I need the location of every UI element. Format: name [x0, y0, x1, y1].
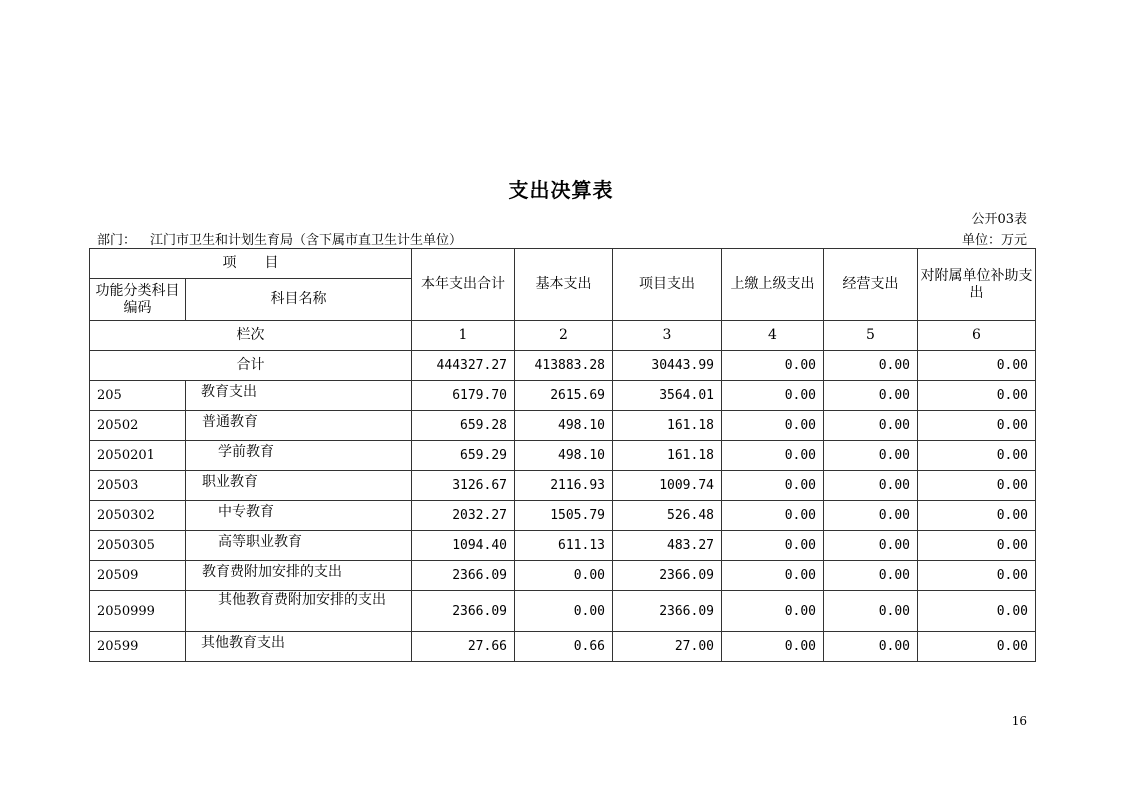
row-value: 0.00: [824, 441, 918, 471]
row-value: 0.00: [824, 531, 918, 561]
table-row: [90, 632, 1036, 662]
row-index-num: 6: [918, 321, 1036, 351]
row-value: 0.00: [918, 531, 1036, 561]
row-name: 普通教育: [186, 411, 412, 441]
row-code: 20599: [90, 632, 186, 662]
row-value: 659.29: [412, 441, 515, 471]
row-value: 0.00: [918, 381, 1036, 411]
department-line: [97, 229, 462, 248]
row-code: 205: [90, 381, 186, 411]
table-row: [90, 591, 1036, 632]
row-value: 2366.09: [412, 561, 515, 591]
row-value: 0.00: [918, 591, 1036, 632]
table-row: [90, 561, 1036, 591]
total-value: 0.00: [918, 351, 1036, 381]
row-value: 0.66: [515, 632, 613, 662]
row-value: 2032.27: [412, 501, 515, 531]
row-value: 6179.70: [412, 381, 515, 411]
row-index-num: 1: [412, 321, 515, 351]
row-name: 高等职业教育: [186, 531, 412, 561]
row-value: 0.00: [722, 501, 824, 531]
table-row: [90, 531, 1036, 561]
row-name: 教育费附加安排的支出: [186, 561, 412, 591]
header-col-6: 对附属单位补助支出: [918, 249, 1036, 321]
row-value: 161.18: [613, 441, 722, 471]
row-value: 483.27: [613, 531, 722, 561]
row-value: 2116.93: [515, 471, 613, 501]
row-index-label: 栏次: [90, 321, 412, 351]
row-value: 0.00: [722, 381, 824, 411]
table-row: [90, 501, 1036, 531]
row-code: 2050302: [90, 501, 186, 531]
row-value: 0.00: [824, 561, 918, 591]
total-value: 413883.28: [515, 351, 613, 381]
row-value: 0.00: [824, 591, 918, 632]
row-index-num: 5: [824, 321, 918, 351]
row-name: 中专教育: [186, 501, 412, 531]
row-value: 2366.09: [412, 591, 515, 632]
row-value: 3126.67: [412, 471, 515, 501]
row-value: 2615.69: [515, 381, 613, 411]
report-title: 支出决算表: [508, 178, 614, 202]
row-value: 0.00: [918, 441, 1036, 471]
row-code: 2050201: [90, 441, 186, 471]
row-value: 0.00: [824, 471, 918, 501]
total-value: 0.00: [824, 351, 918, 381]
page-number: 16: [1011, 714, 1027, 728]
row-code: 2050305: [90, 531, 186, 561]
row-code: 20509: [90, 561, 186, 591]
header-col-3: 项目支出: [613, 249, 722, 321]
row-code: 2050999: [90, 591, 186, 632]
form-number: 公开03表: [971, 212, 1027, 227]
row-value: 498.10: [515, 441, 613, 471]
row-value: 0.00: [824, 381, 918, 411]
row-value: 0.00: [918, 501, 1036, 531]
row-code: 20502: [90, 411, 186, 441]
unit-label: 单位：万元: [961, 233, 1027, 248]
row-value: 0.00: [722, 632, 824, 662]
row-value: 2366.09: [613, 591, 722, 632]
header-col-1: 本年支出合计: [412, 249, 515, 321]
header-func-code: 功能分类科目编码: [90, 279, 186, 321]
row-value: 1094.40: [412, 531, 515, 561]
row-index-num: 2: [515, 321, 613, 351]
row-value: 0.00: [824, 501, 918, 531]
total-value: 444327.27: [412, 351, 515, 381]
total-label: 合计: [90, 351, 412, 381]
header-item: 项 目: [90, 249, 412, 279]
row-value: 1009.74: [613, 471, 722, 501]
row-value: 27.66: [412, 632, 515, 662]
total-value: 0.00: [722, 351, 824, 381]
row-name: 其他教育支出: [186, 632, 412, 662]
row-code: 20503: [90, 471, 186, 501]
row-name: 职业教育: [186, 471, 412, 501]
row-value: 659.28: [412, 411, 515, 441]
table-row: [90, 441, 1036, 471]
row-value: 161.18: [613, 411, 722, 441]
row-value: 0.00: [722, 471, 824, 501]
header-subject-name: 科目名称: [186, 279, 412, 321]
table-row: [90, 471, 1036, 501]
row-value: 526.48: [613, 501, 722, 531]
row-value: 2366.09: [613, 561, 722, 591]
table-row: [90, 381, 1036, 411]
row-value: 0.00: [515, 561, 613, 591]
row-value: 0.00: [918, 411, 1036, 441]
header-col-5: 经营支出: [824, 249, 918, 321]
department-label: 部门：: [97, 233, 137, 248]
row-name: 学前教育: [186, 441, 412, 471]
row-value: 0.00: [515, 591, 613, 632]
row-value: 0.00: [824, 632, 918, 662]
row-index-num: 4: [722, 321, 824, 351]
row-value: 0.00: [722, 561, 824, 591]
department-name: 江门市卫生和计划生育局（含下属市直卫生计生单位）: [150, 233, 463, 248]
total-value: 30443.99: [613, 351, 722, 381]
expenditure-table: [89, 248, 1036, 662]
row-name: 教育支出: [186, 381, 412, 411]
row-value: 0.00: [824, 411, 918, 441]
row-value: 0.00: [722, 591, 824, 632]
row-name: 其他教育费附加安排的支出: [186, 591, 412, 632]
row-value: 498.10: [515, 411, 613, 441]
row-value: 611.13: [515, 531, 613, 561]
row-value: 0.00: [722, 411, 824, 441]
row-value: 0.00: [722, 531, 824, 561]
header-col-2: 基本支出: [515, 249, 613, 321]
row-value: 3564.01: [613, 381, 722, 411]
row-value: 27.00: [613, 632, 722, 662]
header-col-4: 上缴上级支出: [722, 249, 824, 321]
row-value: 0.00: [918, 471, 1036, 501]
row-value: 1505.79: [515, 501, 613, 531]
row-value: 0.00: [918, 561, 1036, 591]
row-value: 0.00: [918, 632, 1036, 662]
row-index-num: 3: [613, 321, 722, 351]
table-row: [90, 411, 1036, 441]
row-value: 0.00: [722, 441, 824, 471]
